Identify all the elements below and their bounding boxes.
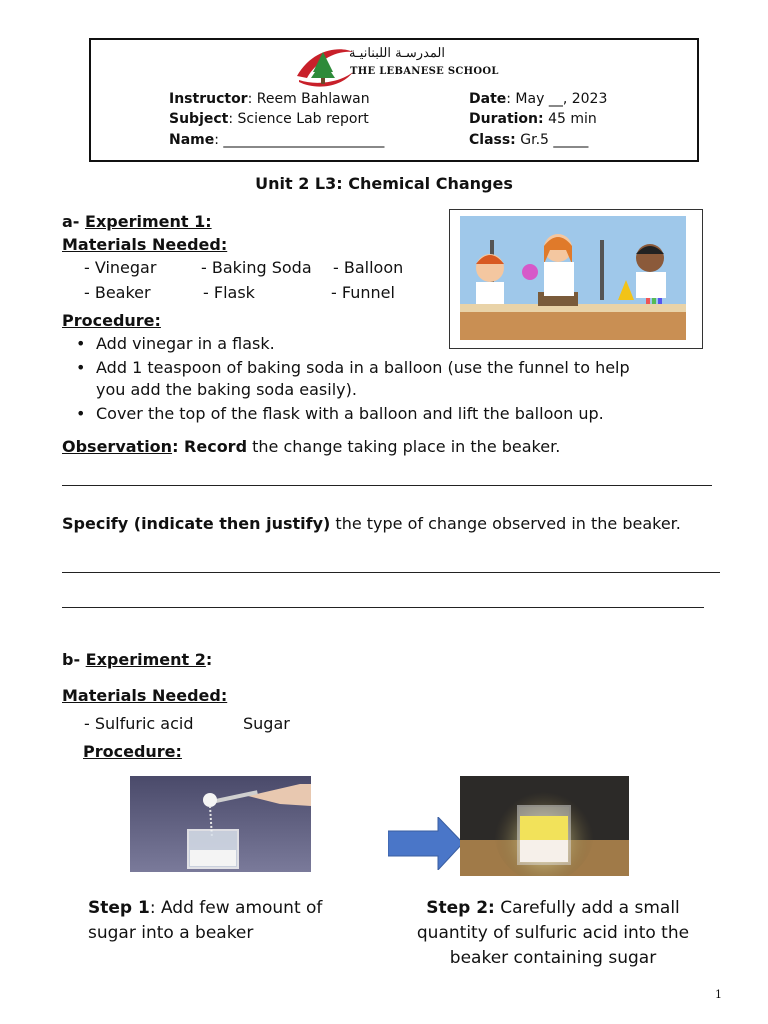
step-1-text: Step 1: Add few amount of sugar into a beaker <box>88 898 323 943</box>
procedure-step-2: • Add 1 teaspoon of baking soda in a balloon (use the funnel to help <box>96 358 630 377</box>
experiment-1-heading: a- Experiment 1: <box>62 212 212 231</box>
class-line: Class: Gr.5 _____ <box>469 132 589 148</box>
specify-answer-line-1[interactable] <box>62 572 720 573</box>
subject-line: Subject: Science Lab report <box>169 111 369 127</box>
procedure-heading-2: Procedure: <box>83 742 182 761</box>
material-baking-soda: - Baking Soda <box>201 258 312 277</box>
material-balloon: - Balloon <box>333 258 404 277</box>
scientists-illustration <box>449 209 703 349</box>
observation-answer-line[interactable] <box>62 485 712 486</box>
instructor-line: Instructor: Reem Bahlawan <box>169 91 370 107</box>
material-beaker: - Beaker <box>84 283 151 302</box>
lab-cartoon-image <box>450 210 702 348</box>
step-2-text: Step 2: Carefully add a small quantity of sulfuric acid into the beaker containing sugar <box>416 898 690 968</box>
specify-prompt: Specify (indicate then justify) the type of change observed in the beaker. <box>62 514 681 533</box>
observation-prompt: Observation: Record the change taking place in the beaker. <box>62 437 561 456</box>
material-flask: - Flask <box>203 283 255 302</box>
sugar-beaker-photo <box>130 776 311 872</box>
material-vinegar: - Vinegar <box>84 258 157 277</box>
page-title: Unit 2 L3: Chemical Changes <box>255 174 513 193</box>
material-sulfuric-acid: - Sulfuric acid <box>84 714 194 733</box>
right-arrow-icon <box>388 817 463 870</box>
school-name-english: THE LEBANESE SCHOOL <box>350 66 499 77</box>
material-sugar: Sugar <box>243 714 290 733</box>
procedure-step-3: • Cover the top of the flask with a balloon and lift the balloon up. <box>96 404 604 423</box>
school-name-arabic: المدرسـة اللبنانيـة <box>349 46 445 61</box>
specify-answer-line-2[interactable] <box>62 607 704 608</box>
experiment-2-heading: b- Experiment 2: <box>62 650 213 669</box>
materials-heading-2: Materials Needed: <box>62 686 228 705</box>
name-line: Name: _______________________ <box>169 132 385 148</box>
procedure-step-2-cont: you add the baking soda easily). <box>96 380 357 399</box>
page-number: 1 <box>715 988 722 1001</box>
date-line: Date: May __, 2023 <box>469 91 608 107</box>
materials-heading-1: Materials Needed: <box>62 235 228 254</box>
procedure-heading-1: Procedure: <box>62 311 161 330</box>
procedure-step-1: • Add vinegar in a flask. <box>96 334 275 353</box>
sulfuric-acid-reaction-photo <box>460 776 629 876</box>
material-funnel: - Funnel <box>331 283 395 302</box>
duration-line: Duration: 45 min <box>469 111 597 127</box>
